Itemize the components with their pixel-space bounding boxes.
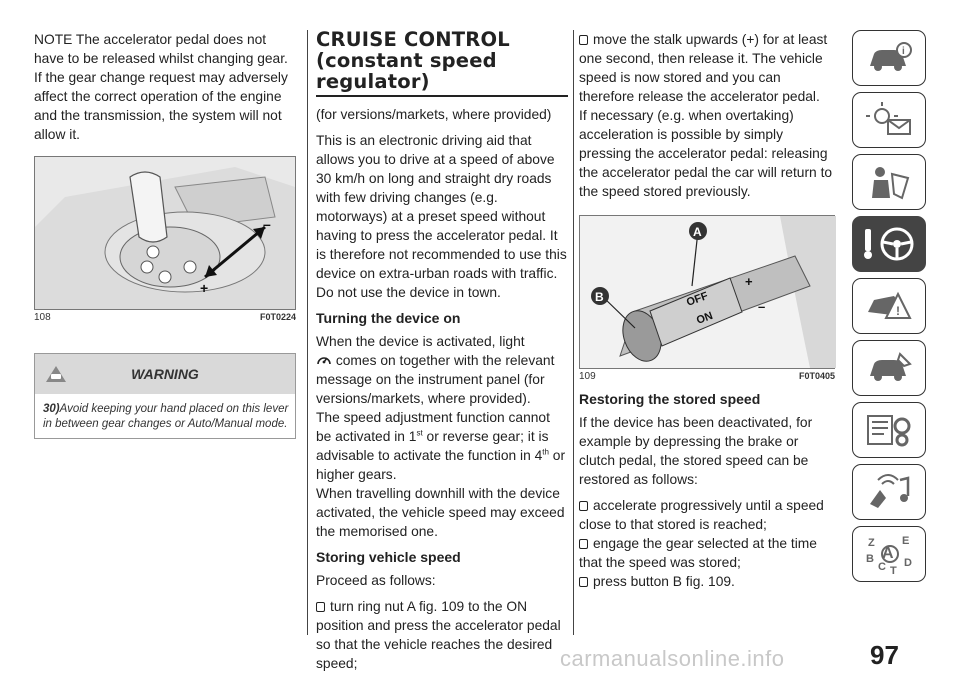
section-title-line2: (constant speed [316,49,497,72]
tab-index[interactable] [852,526,926,582]
off-label: OFF [684,290,710,309]
svg-text:–: – [263,216,271,232]
warning-body [35,394,295,438]
index-letter: E [902,535,910,547]
turning-on-heading: Turning the device on [316,310,461,326]
figure-code: F0T0224 [259,312,296,322]
cruise-stalk-figure [579,215,835,369]
warning-text: Avoid keeping your hand placed on this lever in between gear changes or Auto/Manual mode. [43,403,289,430]
car-info-icon [864,40,914,76]
index-letter: D [904,557,912,569]
checkbox-bullet-icon [579,539,588,549]
figure-number: 108 [34,312,51,323]
restore-step2-text: engage the gear selected at the time that the speed was stored; [579,536,817,570]
emergency-icon [864,288,914,324]
index-letter: Z [868,537,875,549]
checkbox-bullet-icon [579,35,588,45]
speed-adj-sup1: st [416,428,423,438]
turning-on-paragraph [316,332,568,408]
figure-number: 109 [579,371,596,382]
on-label: ON [694,309,715,327]
cruise-stalk-illustration [580,216,836,368]
svg-text:i: i [902,46,905,57]
speed-adj-text-c: or higher gears. [316,448,566,482]
turning-on-text-b: comes on together with the relevant message on the instrument panel (for versions/markets, where provided). [316,353,555,406]
tab-lights-messages[interactable] [852,92,926,148]
speed-adjustment-paragraph [316,408,568,484]
middle-column [316,30,568,673]
tab-maintenance[interactable] [852,340,926,396]
restoring-intro: If the device has been deactivated, for example by depressing the brake or clutch pedal, the stored speed can be restored as follows: [579,415,813,487]
restoring-heading: Restoring the stored speed [579,391,761,407]
step-list-item [579,572,835,591]
chapter-sidebar [852,30,928,588]
page-number: 97 [870,640,899,670]
restore-step3-text: press button B fig. 109. [593,574,735,589]
tab-emergency[interactable] [852,278,926,334]
label-a: A [693,225,702,239]
column-divider [573,30,574,635]
step-list-item [579,496,835,534]
svg-text:!: ! [896,304,900,318]
step-list-item [579,30,835,106]
minus-label: – [758,299,766,314]
step-list-item [579,534,835,572]
checkbox-bullet-icon [579,577,588,587]
downhill-paragraph: When travelling downhill with the device activated, the vehicle speed may exceed the memorised one. [316,486,565,539]
safety-icon [864,164,914,200]
svg-text:+: + [200,280,209,296]
index-letter: T [890,565,897,574]
technical-data-icon [864,412,914,448]
figure-code: F0T0405 [798,371,835,381]
left-column [34,30,296,439]
turning-on-text-a: When the device is activated, light [316,334,525,349]
section-title-line3: regulator) [316,70,430,93]
step1-text: turn ring nut A fig. 109 to the ON position and press the accelerator pedal so that the vehicle reaches the desired speed; [316,599,561,671]
checkbox-bullet-icon [579,501,588,511]
cruise-control-warning-light-icon [316,353,332,367]
step2-text: move the stalk upwards (+) for at least one second, then release it. The vehicle speed is now stored and you can therefore release the accelerator pedal. [579,32,828,104]
storing-heading: Storing vehicle speed [316,549,461,565]
figure-caption [34,312,296,323]
speed-adj-sup2: th [542,447,549,457]
checkbox-bullet-icon [316,602,325,612]
warning-header [35,354,295,394]
right-column [579,30,835,591]
note-paragraph: NOTE The accelerator pedal does not have to be released whilst changing gear. If the gear change request may adversely affect the correct operation of the engine and the transmission, the system will not allow it. [34,32,288,142]
index-icon [864,534,914,574]
section-title-line1: CRUISE CONTROL [316,28,510,51]
multimedia-icon [864,474,914,510]
title-rule [316,95,568,97]
speed-adj-text-a: The speed adjustment function cannot be activated in 1 [316,410,550,444]
maintenance-icon [864,350,914,386]
versions-note: (for versions/markets, where provided) [316,107,552,122]
lights-messages-icon [864,102,914,138]
intro-paragraph: This is an electronic driving aid that allows you to drive at a speed of above 30 km/h on long and straight dry roads with few driving changes (e.g. motorways) at a preset speed without having to press the accelerator pedal. It is therefore not recommended to use this device on extra-urban roads with traffic. Do not use the device in town. [316,133,567,300]
label-b: B [595,290,604,304]
starting-driving-icon [861,225,917,263]
warning-title: WARNING [131,366,199,382]
proceed-paragraph: Proceed as follows: [316,573,436,588]
plus-label: + [745,274,753,289]
restore-step1-text: accelerate progressively until a speed close to that stored is reached; [579,498,824,532]
column-divider [307,30,308,635]
gear-lever-illustration [35,157,295,309]
gear-lever-figure [34,156,296,310]
warning-ref: 30) [43,403,60,415]
overtaking-paragraph: If necessary (e.g. when overtaking) acceleration is possible by simply pressing the accelerator pedal: releasing the accelerator pedal the car will return to the speed stored previously. [579,108,833,199]
index-letter: C [878,561,886,573]
index-letter: B [866,553,874,565]
index-letter: A [882,545,894,562]
tab-car-info[interactable] [852,30,926,86]
tab-starting-driving[interactable] [852,216,926,272]
figure-caption [579,371,835,382]
tab-technical-data[interactable] [852,402,926,458]
tab-safety[interactable] [852,154,926,210]
warning-box [34,353,296,439]
tab-multimedia[interactable] [852,464,926,520]
speed-adj-text-b: or reverse gear; it is advisable to activate the function in 4 [316,429,549,463]
step-list-item [316,597,568,673]
watermark: carmanualsonline.info [560,646,785,671]
